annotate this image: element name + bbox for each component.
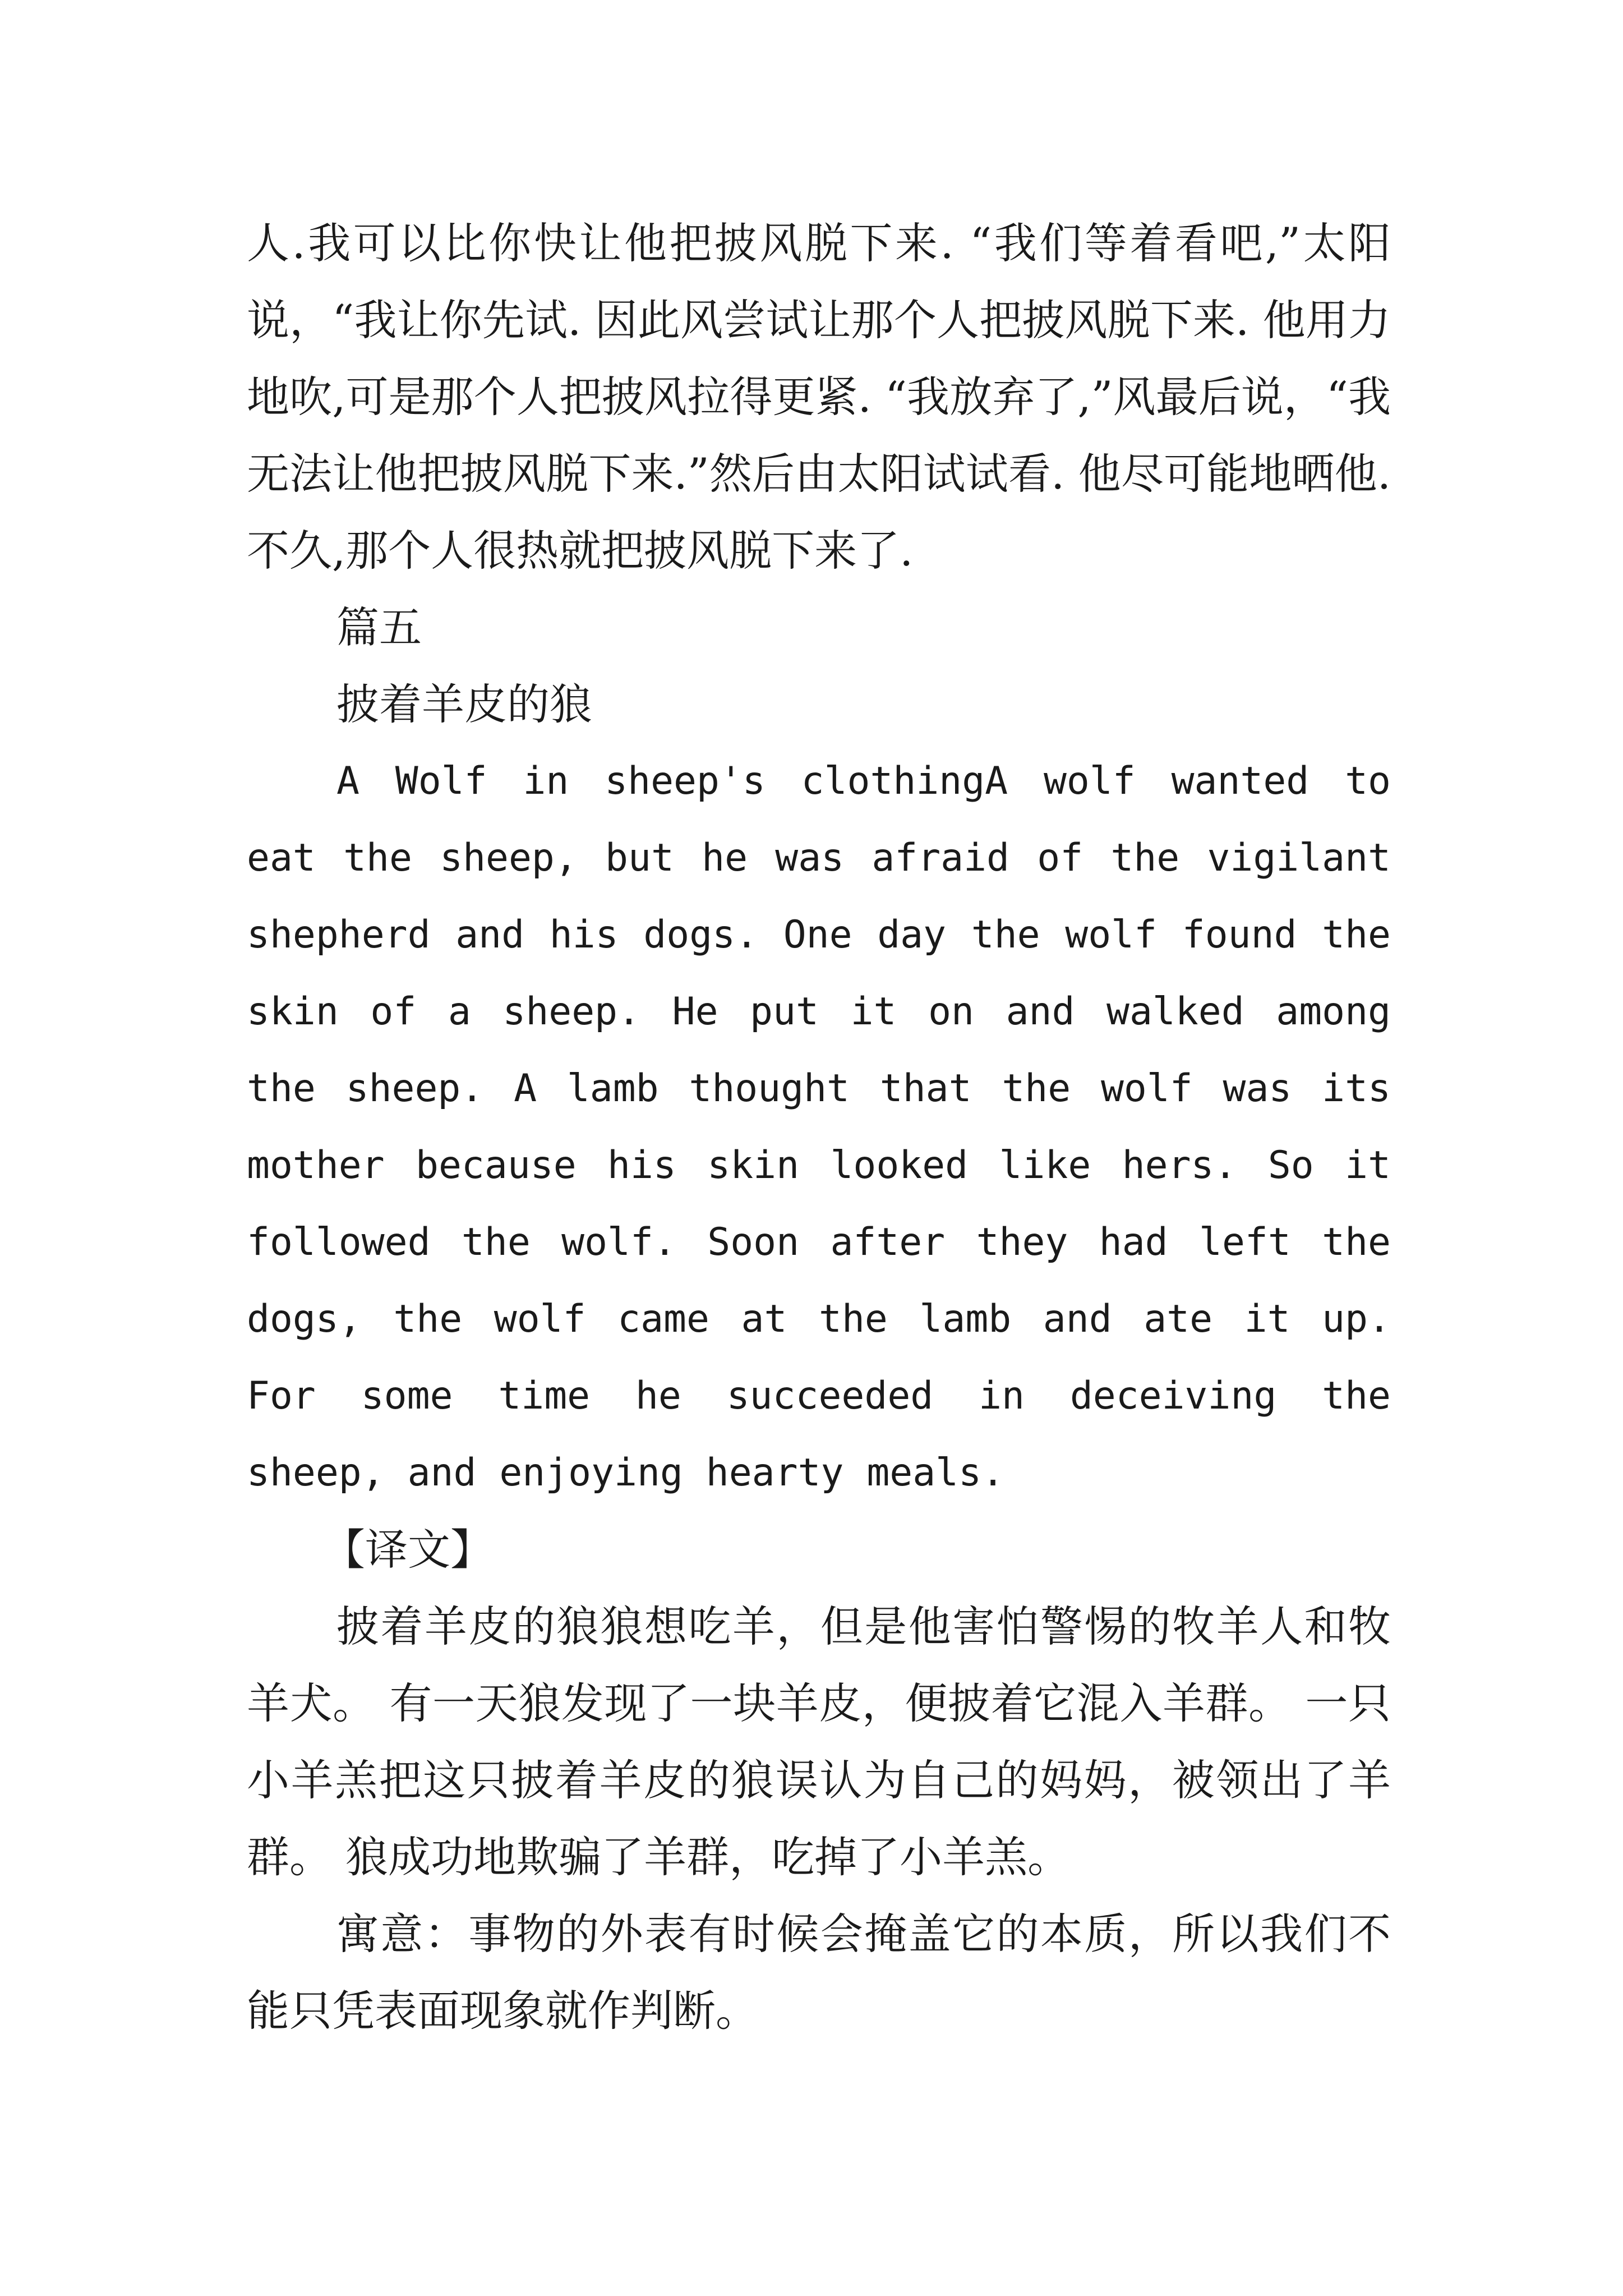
translation-paragraph: 披着羊皮的狼狼想吃羊，但是他害怕警惕的牧羊人和牧羊犬。 有一天狼发现了一块羊皮，便披着它混入羊群。 一只小羊羔把这只披着羊皮的狼误认为自己的妈妈，被领出了羊群。 狼成功地欺骗了羊群，吃掉了小羊羔。 <box>247 1602 1391 1882</box>
section-label: 篇五 <box>336 602 422 652</box>
document-page <box>247 205 1391 2049</box>
story-continuation-paragraph: 人.我可以比你快让他把披风脱下来. “我们等着看吧,”太阳说，“我让你先试. 因此风尝试让那个人把披风脱下来. 他用力地吹,可是那个人把披风拉得更紧. “我放弃了,”风最后说，“我无法让他把披风脱下来.”然后由太阳试试看. 他尽可能地晒他.不久,那个人很热就把披风脱下来了. <box>247 218 1391 576</box>
translation-label: 【译文】 <box>322 1525 493 1575</box>
english-story-paragraph: A Wolf in sheep's clothingA wolf wanted to eat the sheep, but he was afraid of the vigilant shepherd and his dogs. One day the wolf found the skin of a sheep. He put it on and walked among the sheep. A lamb thought that the wolf was its mother because his skin looked like hers. So it followed the wolf. Soon after they had left the dogs, the wolf came at the lamb and ate it up. For some time he succeeded in deceiving the sheep, and enjoying hearty meals. <box>247 759 1391 1495</box>
moral-paragraph: 寓意：事物的外表有时候会掩盖它的本质，所以我们不能只凭表面现象就作判断。 <box>247 1909 1391 2036</box>
story-title: 披着羊皮的狼 <box>336 679 592 729</box>
